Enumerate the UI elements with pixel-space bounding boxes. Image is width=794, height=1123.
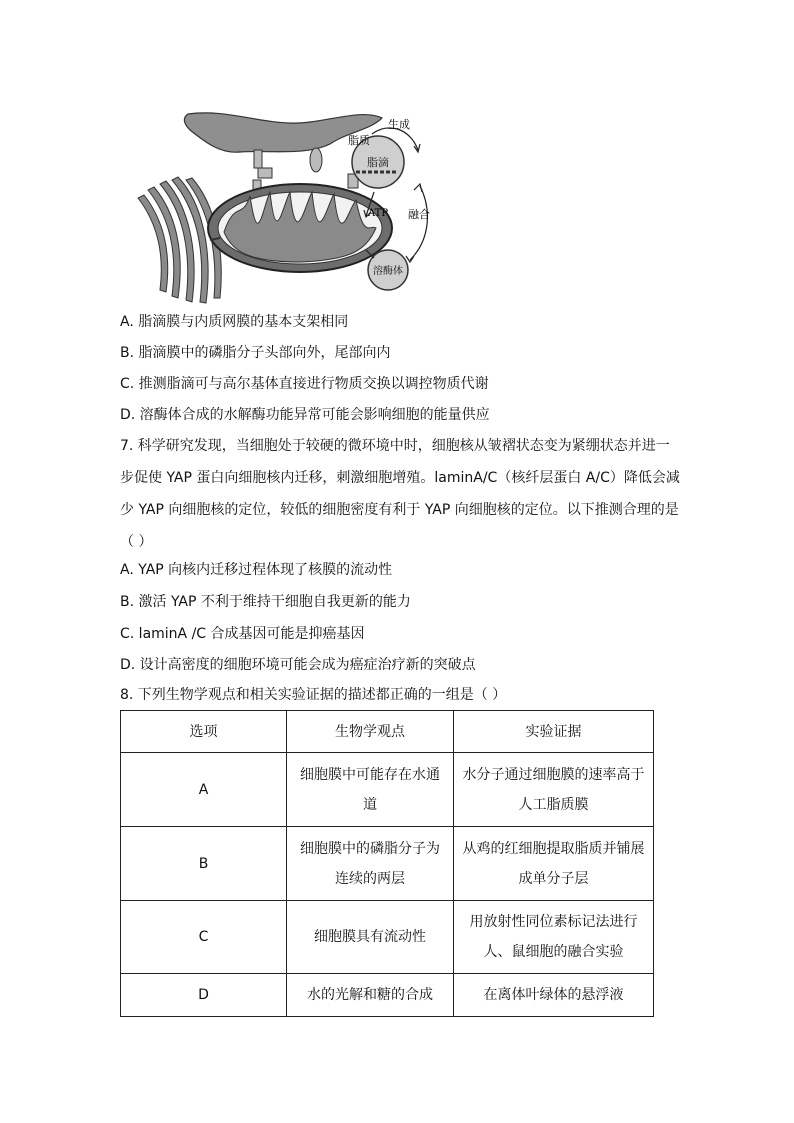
q6-option-c: C. 推测脂滴可与高尔基体直接进行物质交换以调控物质代谢: [120, 376, 489, 392]
row-d-viewpoint: 水的光解和糖的合成: [287, 974, 454, 1017]
q7-option-c: C. laminA /C 合成基因可能是抑癌基因: [120, 626, 365, 642]
q7-stem: 7. 科学研究发现，当细胞处于较硬的微环境中时，细胞核从皱褶状态变为紧绷状态并进一步促使 YAP 蛋白向细胞核内迁移，刺激细胞增殖。laminA/C（核纤层蛋白 A/C）降低会减少 YAP 向细胞核的定位，较低的细胞密度有利于 YAP 向细胞核的定位。以下推测合理的是（ ）: [120, 438, 680, 550]
label-lipid: 脂质: [348, 134, 370, 147]
table-row: [121, 901, 654, 974]
q7-option-a: A. YAP 向核内迁移过程体现了核膜的流动性: [120, 562, 393, 578]
mitochondrion: [208, 184, 392, 272]
header-viewpoint: 生物学观点: [287, 711, 454, 753]
row-a-evidence: 水分子通过细胞膜的速率高于人工脂质膜: [454, 753, 654, 827]
q6-option-d: D. 溶酶体合成的水解酶功能异常可能会影响细胞的能量供应: [120, 407, 490, 423]
label-atp: ATP: [368, 208, 389, 219]
table-row: [121, 753, 654, 827]
label-fusion: 融合: [408, 208, 430, 221]
organelle-diagram: [120, 100, 440, 305]
row-c-viewpoint: 细胞膜具有流动性: [287, 901, 454, 974]
label-generate: 生成: [388, 118, 410, 131]
q6-option-b: B. 脂滴膜中的磷脂分子头部向外，尾部向内: [120, 345, 391, 361]
lysosome: [368, 250, 408, 290]
row-c-evidence: 用放射性同位素标记法进行人、鼠细胞的融合实验: [454, 901, 654, 974]
table-row: [121, 827, 654, 901]
label-lysosome: 溶酶体: [373, 266, 403, 277]
row-b-option: B: [121, 827, 287, 901]
golgi-apparatus: [138, 177, 221, 303]
q7-option-d: D. 设计高密度的细胞环境可能会成为癌症治疗新的突破点: [120, 657, 476, 673]
row-a-option: A: [121, 753, 287, 827]
row-d-evidence: 在离体叶绿体的悬浮液: [454, 974, 654, 1017]
row-a-viewpoint: 细胞膜中可能存在水通道: [287, 753, 454, 827]
q8-options-table: [120, 710, 654, 1017]
q8-stem: 8. 下列生物学观点和相关实验证据的描述都正确的一组是（ ）: [120, 687, 507, 703]
q7-option-b: B. 激活 YAP 不利于维持干细胞自我更新的能力: [120, 594, 411, 610]
row-b-evidence: 从鸡的红细胞提取脂质并铺展成单分子层: [454, 827, 654, 901]
label-lipid-droplet: 脂滴: [367, 156, 389, 169]
row-c-option: C: [121, 901, 287, 974]
table-header-row: [121, 711, 654, 753]
row-d-option: D: [121, 974, 287, 1017]
q6-option-a: A. 脂滴膜与内质网膜的基本支架相同: [120, 314, 349, 330]
header-option: 选项: [121, 711, 287, 753]
header-evidence: 实验证据: [454, 711, 654, 753]
table-row: [121, 974, 654, 1017]
row-b-viewpoint: 细胞膜中的磷脂分子为连续的两层: [287, 827, 454, 901]
